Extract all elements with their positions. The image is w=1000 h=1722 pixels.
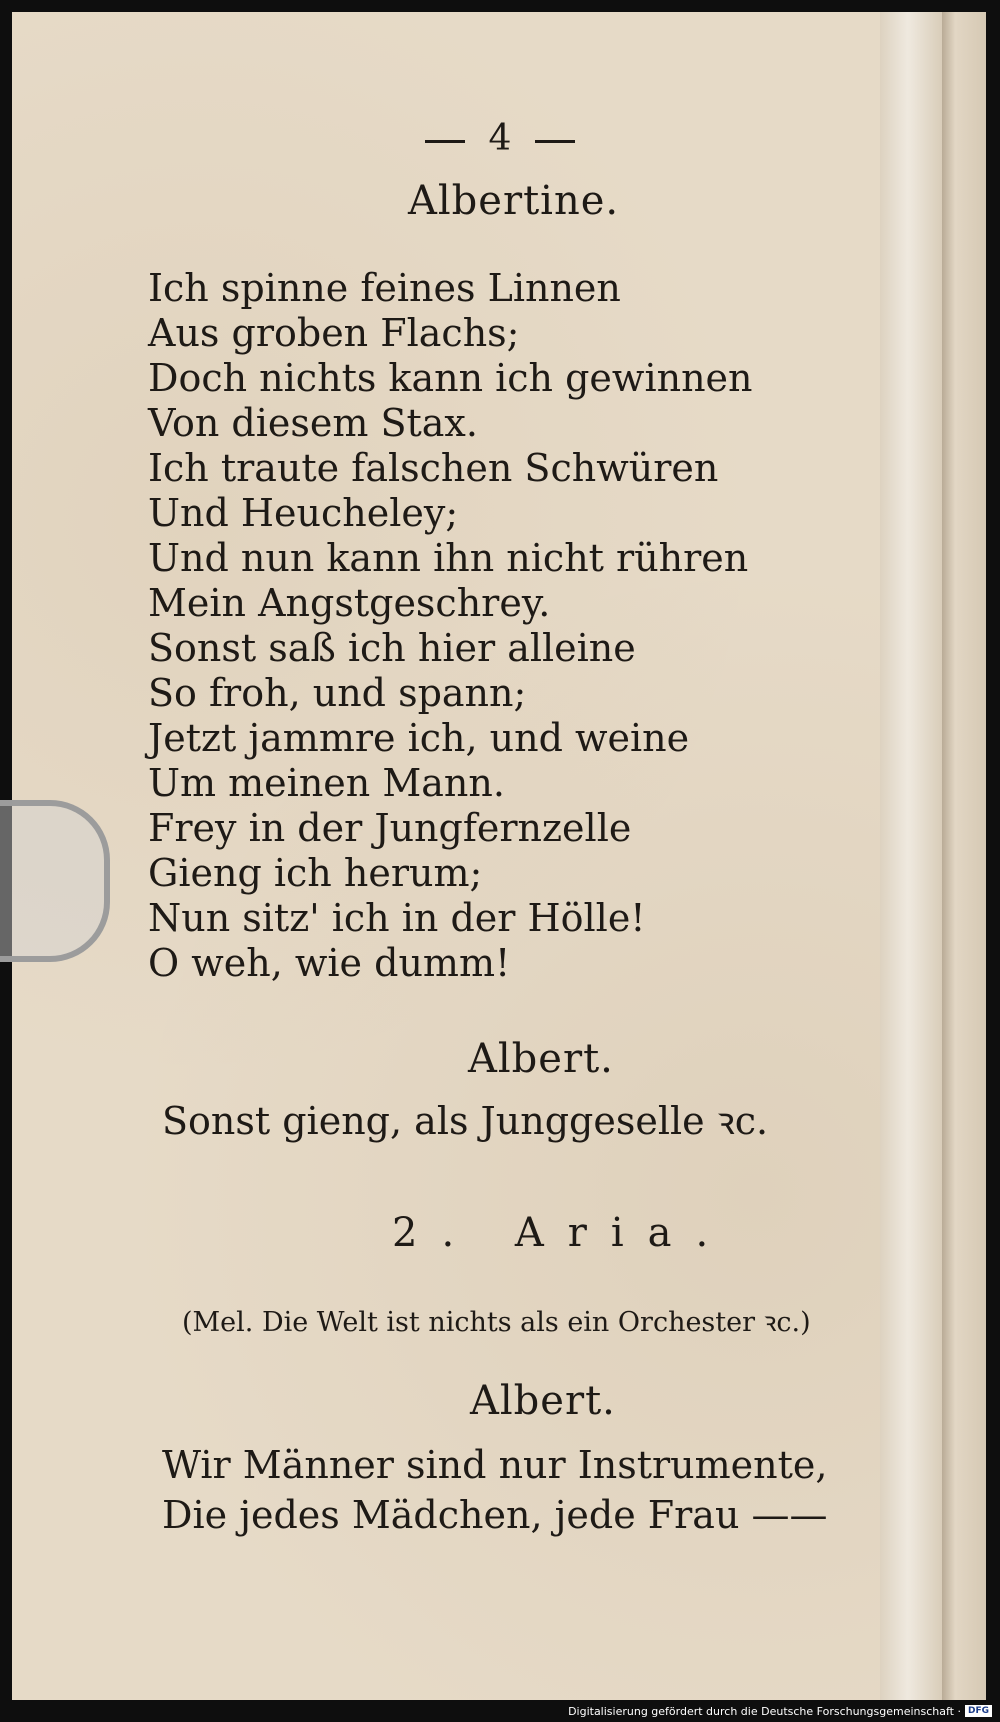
page-gutter xyxy=(880,12,942,1700)
verse-line: Und nun kann ihn nicht rühren xyxy=(148,536,749,580)
verse-line: Aus groben Flachs; xyxy=(148,311,520,355)
verse-line: Jetzt jammre ich, und weine xyxy=(148,716,690,760)
dash-right xyxy=(535,140,575,143)
page-number xyxy=(0,118,1000,159)
verse-line: Mein Angstgeschrey. xyxy=(148,581,551,625)
melody-note: (Mel. Die Welt ist nichts als ein Orchester ꝛc.) xyxy=(182,1307,811,1338)
digitization-credit xyxy=(568,1702,992,1720)
page-number-value: 4 xyxy=(488,118,512,159)
dfg-logo: DFG xyxy=(965,1705,992,1717)
book-edge xyxy=(942,12,986,1700)
verse-line: Frey in der Jungfernzelle xyxy=(148,806,632,850)
heading-albert-2: Albert. xyxy=(470,1378,616,1424)
verse-line: Nun sitz' ich in der Hölle! xyxy=(148,896,646,940)
verse-line: Um meinen Mann. xyxy=(148,761,505,805)
verse-line: O weh, wie dumm! xyxy=(148,941,511,985)
verse-line: Wir Männer sind nur Instrumente, xyxy=(162,1443,828,1487)
verse-line: Von diesem Stax. xyxy=(148,401,478,445)
verse-line: Und Heucheley; xyxy=(148,491,459,535)
verse-line: So froh, und spann; xyxy=(148,671,527,715)
albert-verse xyxy=(162,1440,828,1540)
dash-left xyxy=(425,140,465,143)
verse-line: Die jedes Mädchen, jede Frau —— xyxy=(162,1493,828,1537)
verse-line: Gieng ich herum; xyxy=(148,851,483,895)
page-clip xyxy=(0,800,110,962)
verse-line: Doch nichts kann ich gewinnen xyxy=(148,356,753,400)
credit-text: Digitalisierung gefördert durch die Deutsche Forschungsgemeinschaft · xyxy=(568,1704,961,1718)
albertine-verse xyxy=(148,266,753,986)
heading-albert-1: Albert. xyxy=(468,1036,614,1082)
verse-line: Ich traute falschen Schwüren xyxy=(148,446,719,490)
aria-title: 2. Aria. xyxy=(392,1210,733,1256)
verse-line: Ich spinne feines Linnen xyxy=(148,266,621,310)
verse-line: Sonst saß ich hier alleine xyxy=(148,626,636,670)
albert-line: Sonst gieng, als Junggeselle ꝛc. xyxy=(162,1099,769,1143)
heading-albertine: Albertine. xyxy=(408,178,620,224)
